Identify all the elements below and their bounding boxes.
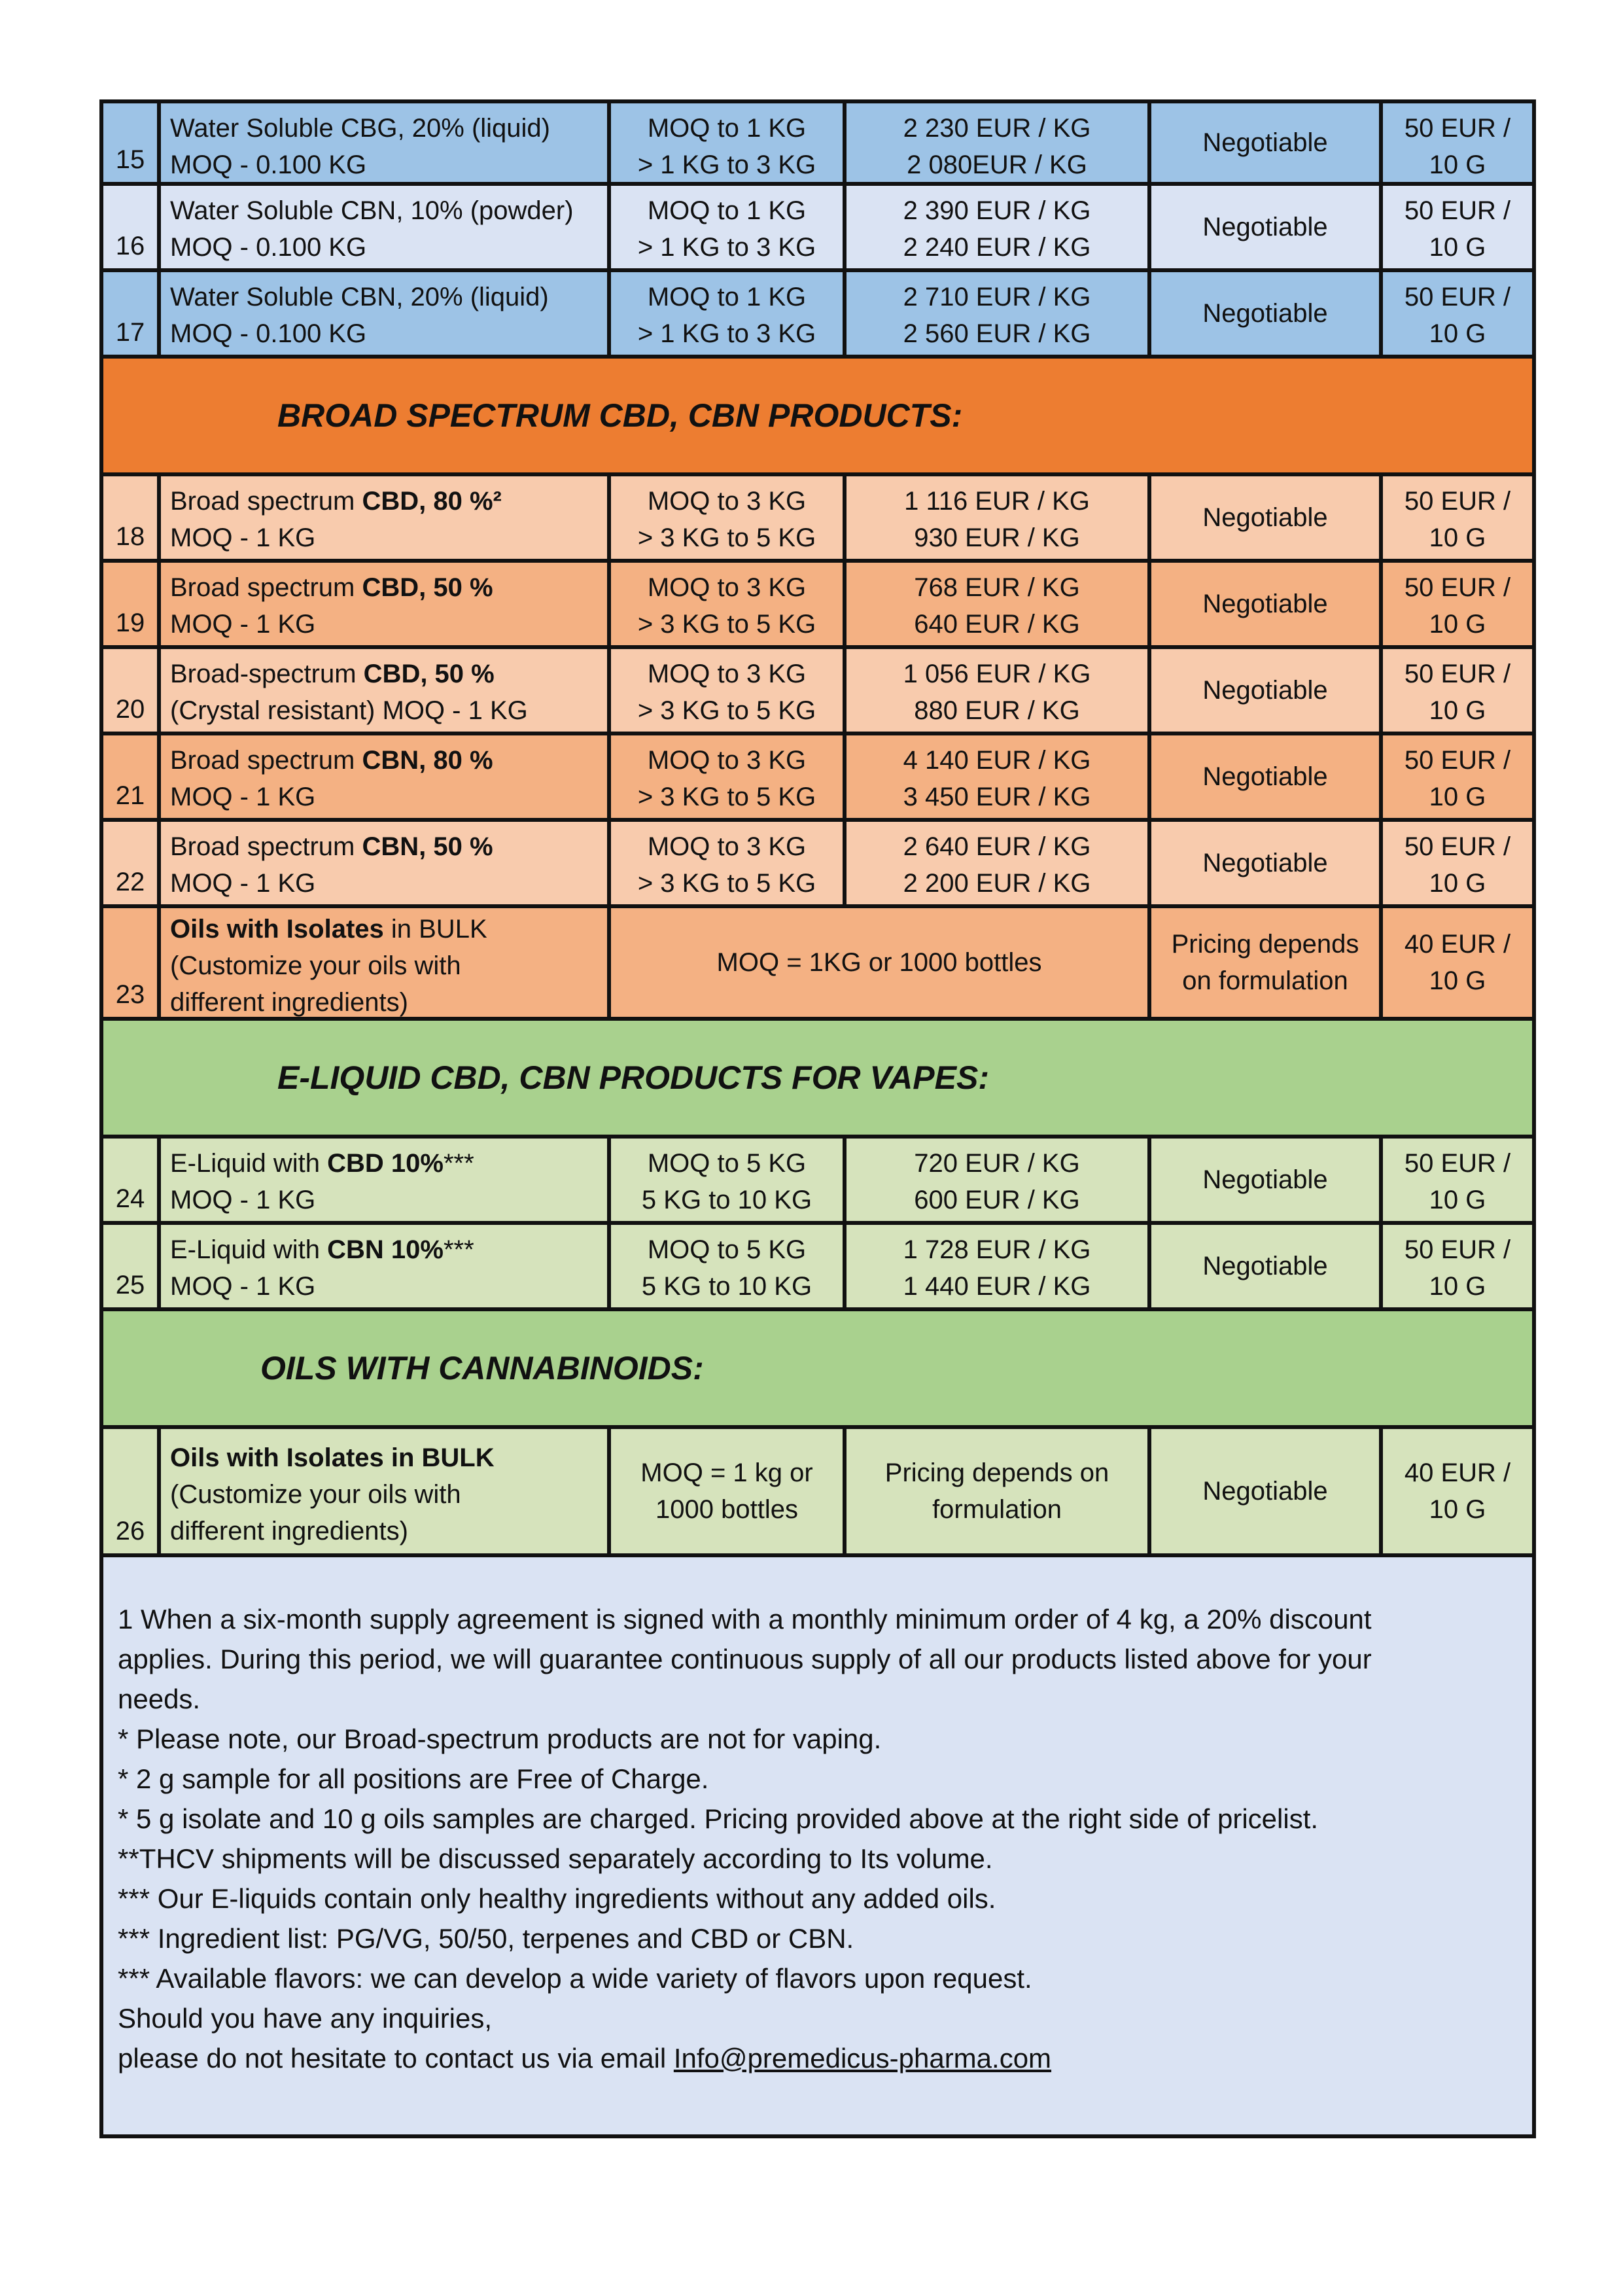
moq-tiers: MOQ to 1 KG > 1 KG to 3 KG — [611, 103, 846, 182]
section-header-e-liquid — [99, 1021, 1536, 1139]
footnote-line: * Please note, our Broad-spectrum products are not for vaping. — [118, 1723, 882, 1754]
negotiable-cell: Negotiable — [1151, 476, 1383, 559]
section-title: BROAD SPECTRUM CBD, CBN PRODUCTS: — [277, 397, 963, 434]
sample-price: 50 EUR / 10 G — [1404, 660, 1511, 725]
table-row — [99, 186, 1536, 272]
footnote-line: needs. — [118, 1684, 201, 1714]
footnote-line: 1 When a six-month supply agreement is signed with a monthly minimum order of 4 kg, a 20% discount — [118, 1604, 1372, 1634]
price-tiers: 2 230 EUR / KG 2 080EUR / KG — [846, 103, 1151, 182]
negotiable-cell: Negotiable — [1151, 1429, 1383, 1553]
footnotes-panel — [99, 1557, 1536, 2138]
negotiable-cell: Negotiable — [1151, 1139, 1383, 1221]
row-number: 21 — [103, 735, 161, 818]
footnote-line: * 2 g sample for all positions are Free of Charge. — [118, 1763, 709, 1794]
price-tiers: 1 056 EUR / KG 880 EUR / KG — [846, 649, 1151, 732]
negotiable-cell: Negotiable — [1151, 563, 1383, 645]
contact-line: please do not hesitate to contact us via email Info@premedicus-pharma.com — [118, 2043, 1052, 2074]
row-number: 24 — [103, 1139, 161, 1221]
footnote-line: applies. During this period, we will guarantee continuous supply of all our products listed above for your — [118, 1644, 1372, 1674]
price-tiers: 1 728 EUR / KG 1 440 EUR / KG — [846, 1225, 1151, 1307]
footnote-line: *** Ingredient list: PG/VG, 50/50, terpenes and CBD or CBN. — [118, 1923, 854, 1954]
negotiable-cell: Negotiable — [1151, 103, 1383, 182]
product-name: Broad-spectrum CBD, 50 % (Crystal resistant) MOQ - 1 KG — [161, 649, 611, 732]
row-number: 20 — [103, 649, 161, 732]
product-name: Oils with Isolates in BULK (Customize your oils with different ingredients) — [161, 908, 611, 1017]
negotiable-cell: Negotiable — [1151, 649, 1383, 732]
moq-tiers: MOQ to 1 KG > 1 KG to 3 KG — [611, 186, 846, 268]
email-link[interactable]: Info@premedicus-pharma.com — [673, 2043, 1052, 2074]
row-number: 25 — [103, 1225, 161, 1307]
moq-tiers: MOQ = 1 kg or 1000 bottles — [611, 1429, 846, 1553]
price-tiers: 2 390 EUR / KG 2 240 EUR / KG — [846, 186, 1151, 268]
moq-tiers: MOQ to 5 KG 5 KG to 10 KG — [611, 1225, 846, 1307]
table-row — [99, 735, 1536, 822]
product-name: Broad spectrum CBD, 80 %² MOQ - 1 KG — [161, 476, 611, 559]
negotiable-cell: Negotiable — [1151, 735, 1383, 818]
footnote-line: Should you have any inquiries, — [118, 2003, 493, 2034]
sample-price: 50 EUR / 10 G — [1404, 487, 1511, 552]
table-row — [99, 563, 1536, 649]
negotiable-cell: Negotiable — [1151, 272, 1383, 355]
price-tiers: 768 EUR / KG 640 EUR / KG — [846, 563, 1151, 645]
moq-tiers: MOQ to 3 KG > 3 KG to 5 KG — [611, 649, 846, 732]
pricing-note: Pricing depends on formulation — [1151, 908, 1383, 1017]
table-row — [99, 1139, 1536, 1225]
table-row — [99, 822, 1536, 908]
section-title: E-LIQUID CBD, CBN PRODUCTS FOR VAPES: — [277, 1059, 989, 1096]
price-tiers: 2 710 EUR / KG 2 560 EUR / KG — [846, 272, 1151, 355]
price-tiers: 4 140 EUR / KG 3 450 EUR / KG — [846, 735, 1151, 818]
moq-tiers: MOQ to 3 KG > 3 KG to 5 KG — [611, 735, 846, 818]
footnote-line: **THCV shipments will be discussed separately according to Its volume. — [118, 1843, 993, 1874]
table-row — [99, 99, 1536, 186]
row-number: 26 — [103, 1429, 161, 1553]
row-number: 15 — [103, 103, 161, 182]
sample-price: 50 EUR / 10 G — [1404, 746, 1511, 811]
price-table — [99, 99, 1536, 2138]
negotiable-cell: Negotiable — [1151, 1225, 1383, 1307]
sample-price: 50 EUR / 10 G — [1404, 196, 1511, 262]
moq-tiers: MOQ to 3 KG > 3 KG to 5 KG — [611, 822, 846, 904]
row-number: 19 — [103, 563, 161, 645]
row-number: 22 — [103, 822, 161, 904]
product-name: Broad spectrum CBN, 50 % MOQ - 1 KG — [161, 822, 611, 904]
product-name: Water Soluble CBN, 10% (powder) MOQ - 0.100 KG — [161, 186, 611, 268]
footnote-line: * 5 g isolate and 10 g oils samples are charged. Pricing provided above at the right side of pricelist. — [118, 1803, 1319, 1834]
product-name: E-Liquid with CBD 10%*** MOQ - 1 KG — [161, 1139, 611, 1221]
section-header-broad-spectrum — [99, 359, 1536, 476]
moq-tiers: MOQ to 1 KG > 1 KG to 3 KG — [611, 272, 846, 355]
product-name: Oils with Isolates in BULK (Customize your oils with different ingredients) — [161, 1429, 611, 1553]
footnote-line: *** Available flavors: we can develop a wide variety of flavors upon request. — [118, 1963, 1032, 1994]
row-number: 16 — [103, 186, 161, 268]
product-name: Broad spectrum CBD, 50 % MOQ - 1 KG — [161, 563, 611, 645]
table-row — [99, 1225, 1536, 1311]
price-tiers: 2 640 EUR / KG 2 200 EUR / KG — [846, 822, 1151, 904]
moq-tiers: MOQ to 5 KG 5 KG to 10 KG — [611, 1139, 846, 1221]
sample-price: 50 EUR / 10 G — [1404, 283, 1511, 348]
price-tiers: 720 EUR / KG 600 EUR / KG — [846, 1139, 1151, 1221]
section-header-oils — [99, 1311, 1536, 1429]
sample-price: 50 EUR / 10 G — [1404, 1149, 1511, 1214]
row-number: 18 — [103, 476, 161, 559]
footnote-line: *** Our E-liquids contain only healthy ingredients without any added oils. — [118, 1883, 996, 1914]
row-number: 17 — [103, 272, 161, 355]
sample-price: 50 EUR / 10 G — [1404, 573, 1511, 639]
negotiable-cell: Negotiable — [1151, 186, 1383, 268]
product-name: Water Soluble CBN, 20% (liquid) MOQ - 0.100 KG — [161, 272, 611, 355]
sample-price: 50 EUR / 10 G — [1404, 114, 1511, 179]
table-row — [99, 908, 1536, 1021]
moq-tiers: MOQ to 3 KG > 3 KG to 5 KG — [611, 476, 846, 559]
row-number: 23 — [103, 908, 161, 1017]
sample-price: 50 EUR / 10 G — [1404, 832, 1511, 898]
product-name: E-Liquid with CBN 10%*** MOQ - 1 KG — [161, 1225, 611, 1307]
table-row — [99, 649, 1536, 735]
moq-merged-cell: MOQ = 1KG or 1000 bottles — [611, 908, 1151, 1017]
section-title: OILS WITH CANNABINOIDS: — [260, 1350, 704, 1386]
table-row — [99, 272, 1536, 359]
sample-price: 50 EUR / 10 G — [1404, 1235, 1511, 1301]
table-row — [99, 1429, 1536, 1557]
product-name: Broad spectrum CBN, 80 % MOQ - 1 KG — [161, 735, 611, 818]
price-tiers: 1 116 EUR / KG 930 EUR / KG — [846, 476, 1151, 559]
product-name: Water Soluble CBG, 20% (liquid) MOQ - 0.100 KG — [161, 103, 611, 182]
moq-tiers: MOQ to 3 KG > 3 KG to 5 KG — [611, 563, 846, 645]
sample-price: 40 EUR / 10 G — [1404, 1458, 1511, 1524]
pricing-note: Pricing depends on formulation — [846, 1429, 1151, 1553]
sample-price: 40 EUR / 10 G — [1404, 930, 1511, 995]
table-row — [99, 476, 1536, 563]
negotiable-cell: Negotiable — [1151, 822, 1383, 904]
